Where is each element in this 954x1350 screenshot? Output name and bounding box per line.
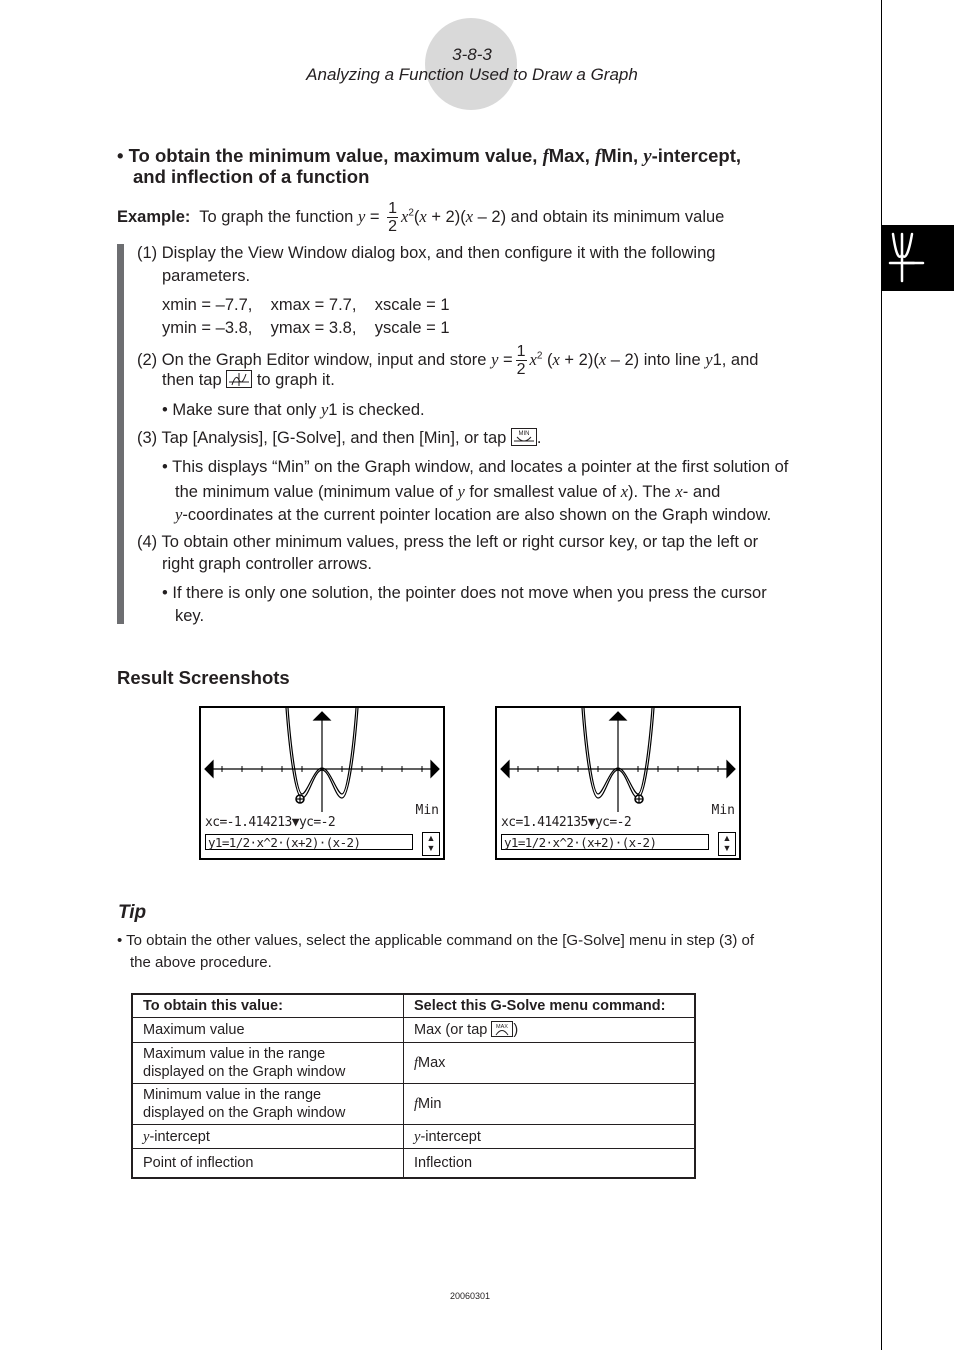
table-cell: Inflection <box>404 1149 696 1179</box>
step-3-bullet-line1: • This displays “Min” on the Graph window, and locates a pointer at the first solution of <box>162 458 789 476</box>
min-icon[interactable] <box>511 428 537 446</box>
max-icon[interactable] <box>491 1021 513 1037</box>
equation-bar: y1=1/2·x^2·(x+2)·(x-2) <box>205 834 413 850</box>
step-3-bullet-line2: the minimum value (minimum value of y for smallest value of x). The x- and <box>175 482 721 501</box>
coordinate-readout: xc=-1.414213▼yc=-2 <box>205 815 336 830</box>
table-row <box>132 1149 695 1179</box>
scroll-arrows-icon[interactable]: ▲ ▼ <box>718 832 736 856</box>
footer-code: 20060301 <box>449 1291 491 1301</box>
table-cell: Point of inflection <box>132 1149 404 1179</box>
example: Example: To graph the function y = $\frac{1}{2}$ $x^2(x + 2)(x - 2)$ and obtain its minimum value <box>117 200 725 235</box>
min-label: Min <box>711 803 735 818</box>
view-window-params-y: ymin = –3.8, ymax = 3.8, yscale = 1 <box>162 319 450 337</box>
procedure-bar <box>117 244 124 624</box>
section-heading-line2: and inflection of a function <box>133 166 370 187</box>
tip-line2: the above procedure. <box>130 954 272 971</box>
scroll-arrows-icon[interactable]: ▲ ▼ <box>422 832 440 856</box>
table-row <box>132 1018 695 1043</box>
step-4-bullet-line1: • If there is only one solution, the pointer does not move when you press the cursor <box>162 584 767 602</box>
step-2: (2) On the Graph Editor window, input and store y = $\frac{1}{2}$ $x^2$ (x + 2)(x – 2) into line y1, and <box>137 343 759 378</box>
svg-text:MAX: MAX <box>496 1024 509 1030</box>
margin-rule <box>881 0 882 1350</box>
result-screen-1 <box>199 706 445 860</box>
step-2-bullet: • Make sure that only y1 is checked. <box>162 400 425 419</box>
step-1: (1) Display the View Window dialog box, and then configure it with the following <box>137 244 716 262</box>
step-3-bullet-line3: y-coordinates at the current pointer location are also shown on the Graph window. <box>175 505 772 524</box>
table-cell: fMin <box>404 1084 696 1125</box>
table-cell: y-intercept <box>404 1125 696 1149</box>
table-cell: fMax <box>404 1043 696 1084</box>
table-row <box>132 1043 695 1084</box>
table-row <box>132 1084 695 1125</box>
table-header-row <box>132 994 695 1018</box>
graph-draw-icon[interactable] <box>226 370 252 388</box>
section-title: Analyzing a Function Used to Draw a Graph <box>306 65 638 84</box>
table-cell: Maximum value <box>132 1018 404 1043</box>
tip-line1: • To obtain the other values, select the applicable command on the [G-Solve] menu in step (3) of <box>117 932 755 949</box>
table-row <box>132 1125 695 1149</box>
table-cell: y-intercept <box>132 1125 404 1149</box>
tip-heading: Tip <box>118 902 147 923</box>
coordinate-readout: xc=1.4142135▼yc=-2 <box>501 815 632 830</box>
section-heading: • To obtain the minimum value, maximum value, fMax, fMin, y-intercept, <box>117 145 741 167</box>
graph-icon <box>882 225 954 291</box>
step-4-line2: right graph controller arrows. <box>162 555 373 573</box>
table-cell: Maximum value in the range displayed on the Graph window <box>132 1043 404 1084</box>
table-header-left: To obtain this value: <box>132 994 404 1018</box>
step-4: (4) To obtain other minimum values, press the left or right cursor key, or tap the left or <box>137 533 759 551</box>
step-3: (3) Tap [Analysis], [G-Solve], and then [Min], or tap MIN . <box>137 429 542 447</box>
section-number: 3-8-3 <box>452 45 492 64</box>
view-window-params-x: xmin = –7.7, xmax = 7.7, xscale = 1 <box>162 296 450 314</box>
result-screen-2 <box>495 706 741 860</box>
table-cell: Max (or tap MAX ) <box>404 1018 696 1043</box>
step-1-line2: parameters. <box>162 267 251 285</box>
min-label: Min <box>415 803 439 818</box>
gsolve-table <box>131 993 696 1179</box>
svg-text:MIN: MIN <box>518 431 530 437</box>
results-heading: Result Screenshots <box>117 667 290 688</box>
table-header-right: Select this G-Solve menu command: <box>404 994 696 1018</box>
equation-bar: y1=1/2·x^2·(x+2)·(x-2) <box>501 834 709 850</box>
step-4-bullet-line2: key. <box>175 607 205 625</box>
step-2-line2: then tap to graph it. <box>162 371 335 389</box>
table-cell: Minimum value in the range displayed on the Graph window <box>132 1084 404 1125</box>
